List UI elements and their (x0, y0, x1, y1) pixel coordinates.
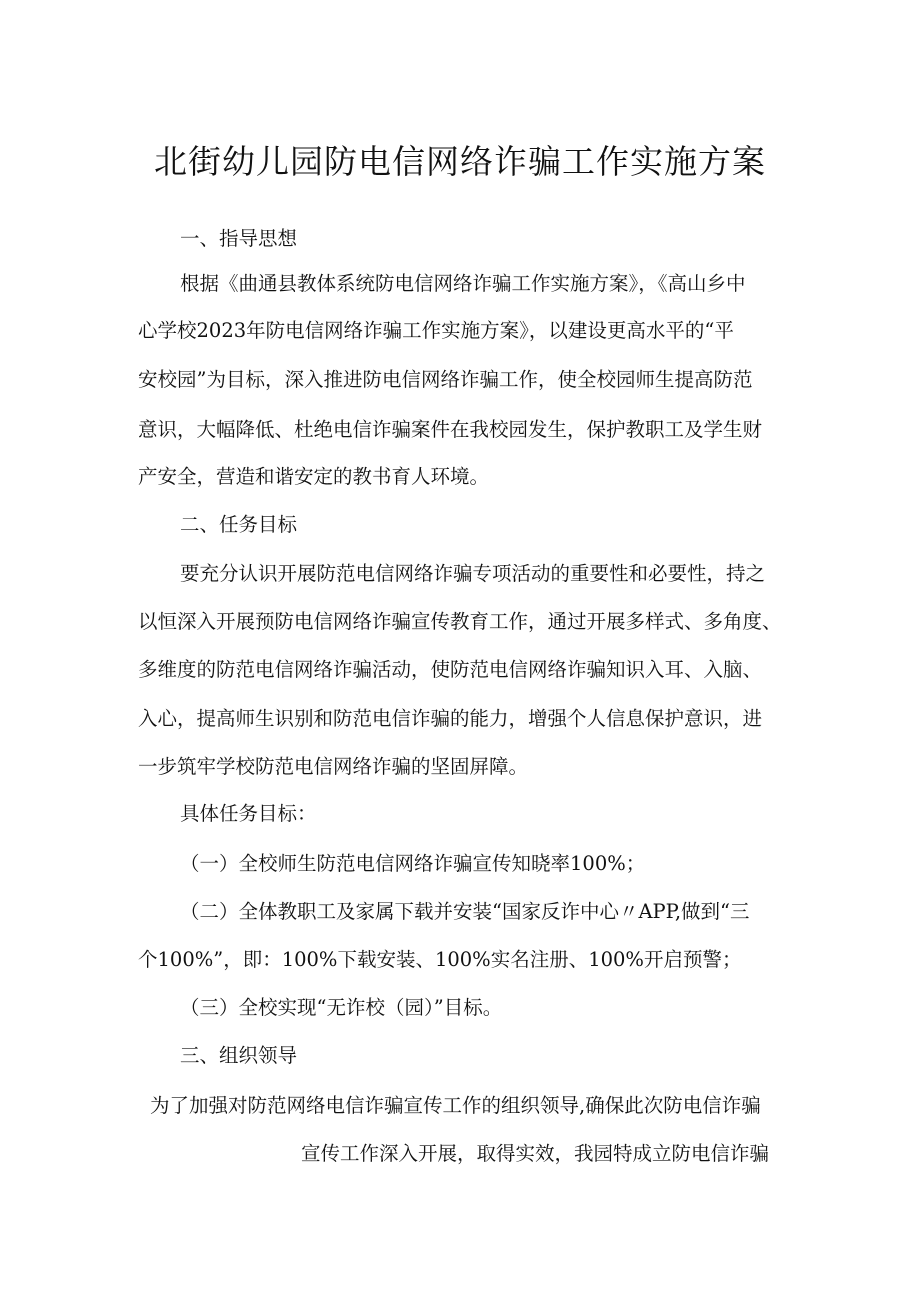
paragraph-line: 为了加强对防范网络电信诈骗宣传工作的组织领导,确保此次防电信诈骗 (150, 1094, 761, 1117)
list-item-continuation: 个100%”，即：100%下载安装、100%实名注册、100%开启预警； (138, 948, 742, 971)
paragraph-line: 根据《曲通县教体系统防电信网络诈骗工作实施方案》，《高山乡中 (180, 272, 746, 295)
paragraph-line: 宣传工作深入开展，取得实效，我园特成立防电信诈骗 (301, 1142, 770, 1165)
paragraph-line: 产安全，营造和谐安定的教书育人环境。 (138, 465, 490, 488)
subheading-specific-goals: 具体任务目标： (180, 802, 317, 825)
paragraph-line: 要充分认识开展防范电信网络诈骗专项活动的重要性和必要性，持之 (180, 562, 766, 585)
paragraph-line: 一步筑牢学校防范电信网络诈骗的坚固屏障。 (138, 755, 529, 778)
paragraph-line: 以恒深入开展预防电信网络诈骗宣传教育工作，通过开展多样式、多角度、 (138, 610, 782, 633)
document-title: 北街幼儿园防电信网络诈骗工作实施方案 (154, 142, 766, 181)
section-heading-task-goals: 二、任务目标 (180, 513, 298, 536)
section-heading-organization: 三、组织领导 (180, 1044, 298, 1067)
paragraph-line: 心学校2023年防电信网络诈骗工作实施方案》，以建设更高水平的“平 (138, 319, 734, 342)
paragraph-line: 多维度的防范电信网络诈骗活动，使防范电信网络诈骗知识入耳、入脑、 (138, 658, 763, 681)
paragraph-line: 安校园”为目标，深入推进防电信网络诈骗工作，使全校园师生提高防范 (138, 368, 753, 391)
paragraph-line: 意识，大幅降低、杜绝电信诈骗案件在我校园发生，保护教职工及学生财 (138, 418, 763, 441)
list-item: （三）全校实现“无诈校（园）”目标。 (180, 996, 503, 1019)
paragraph-line: 入心，提高师生识别和防范电信诈骗的能力，增强个人信息保护意识，进 (138, 707, 763, 730)
list-item: （一）全校师生防范电信网络诈骗宣传知晓率100%； (180, 852, 646, 875)
list-item: （二）全体教职工及家属下载并安装“国家反诈中心〃APP,做到“三 (180, 900, 750, 923)
section-heading-guiding-ideology: 一、指导思想 (180, 227, 298, 250)
